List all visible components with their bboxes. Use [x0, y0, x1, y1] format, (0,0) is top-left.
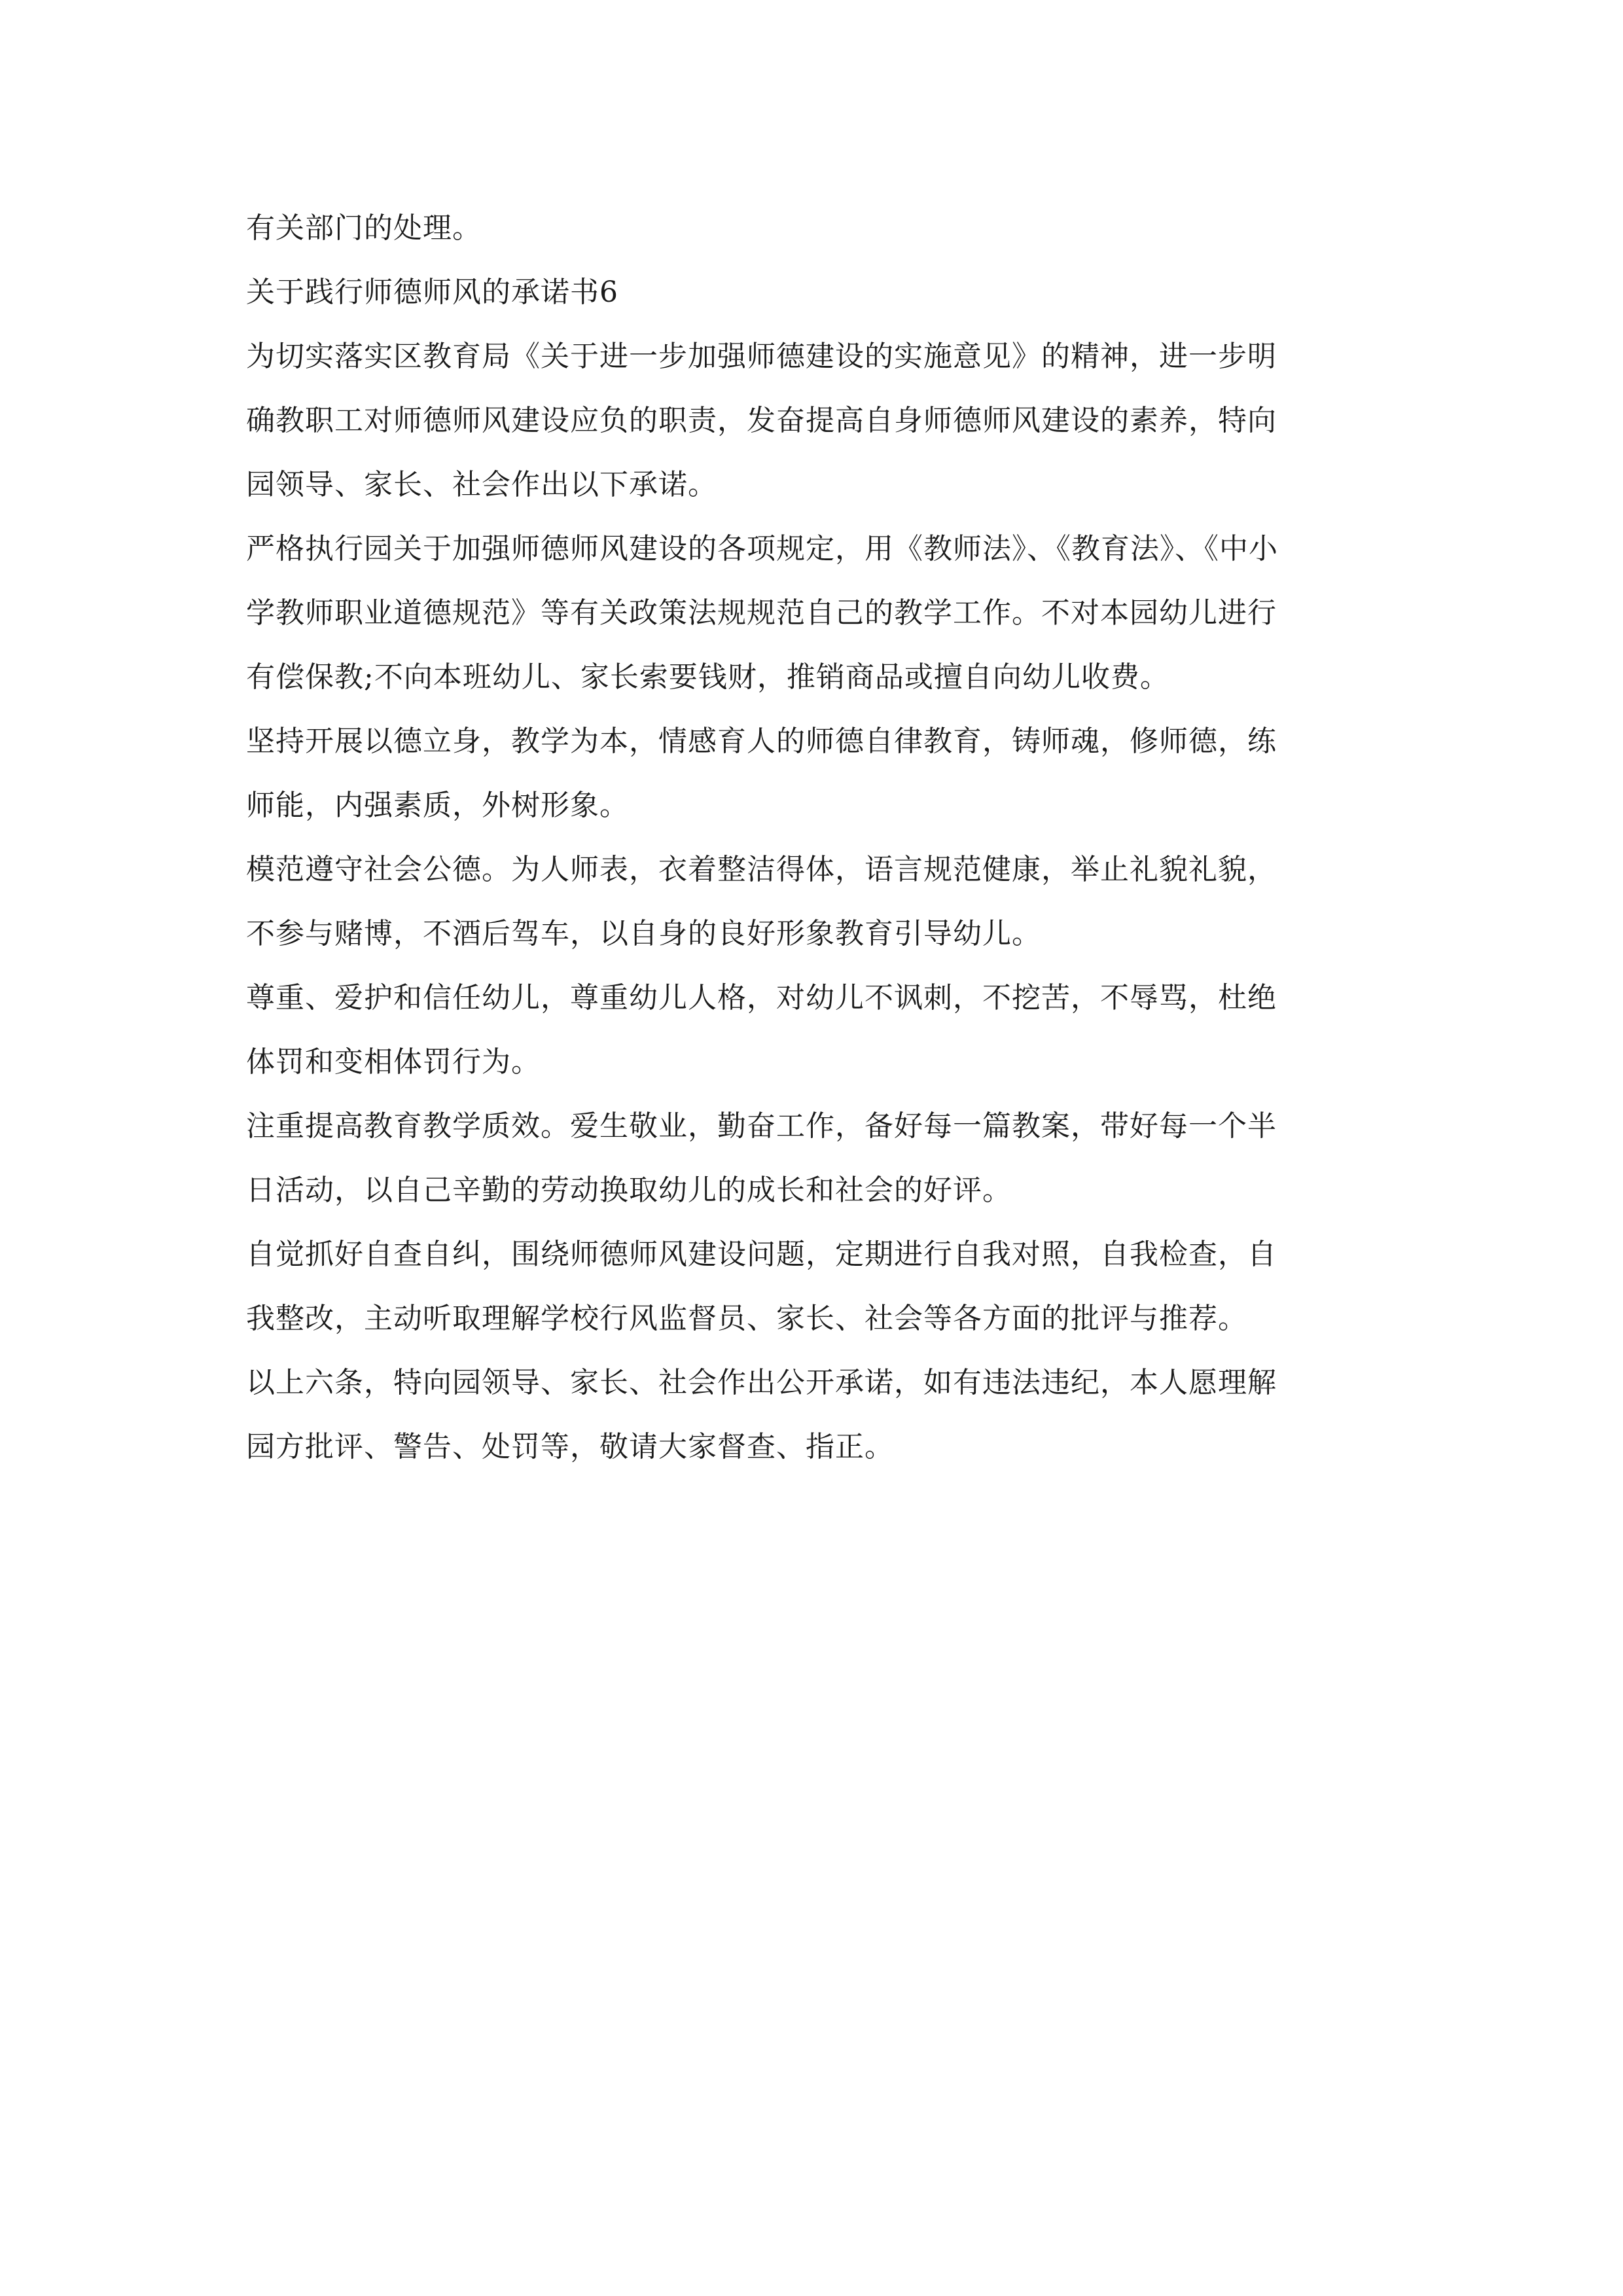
section-heading: 关于践行师德师风的承诺书6 [246, 276, 618, 309]
text-line: 园领导、家长、社会作出以下承诺。 [246, 468, 717, 501]
text-line: 坚持开展以德立身，教学为本，情感育人的师德自律教育，铸师魂，修师德，练 [246, 725, 1277, 758]
text-line: 为切实落实区教育局《关于进一步加强师德建设的实施意见》的精神，进一步明 [246, 340, 1277, 373]
text-line: 我整改，主动听取理解学校行风监督员、家长、社会等各方面的批评与推荐。 [246, 1302, 1247, 1335]
text-line: 学教师职业道德规范》等有关政策法规规范自己的教学工作。不对本园幼儿进行 [246, 596, 1277, 630]
text-line: 体罚和变相体罚行为。 [246, 1045, 541, 1079]
text-line: 尊重、爱护和信任幼儿，尊重幼儿人格，对幼儿不讽刺，不挖苦，不辱骂，杜绝 [246, 981, 1277, 1014]
text-line: 严格执行园关于加强师德师风建设的各项规定，用《教师法》、《教育法》、《中小 [246, 532, 1278, 565]
text-line: 园方批评、警告、处罚等，敬请大家督查、指正。 [246, 1430, 894, 1463]
text-line: 确教职工对师德师风建设应负的职责，发奋提高自身师德师风建设的素养，特向 [246, 404, 1277, 437]
text-line: 不参与赌博，不酒后驾车，以自身的良好形象教育引导幼儿。 [246, 917, 1041, 950]
text-line: 师能，内强素质，外树形象。 [246, 789, 629, 822]
text-line: 有关部门的处理。 [246, 211, 482, 245]
text-line: 有偿保教;不向本班幼儿、家长索要钱财，推销商品或擅自向幼儿收费。 [246, 660, 1169, 694]
text-line: 模范遵守社会公德。为人师表，衣着整洁得体，语言规范健康，举止礼貌礼貌， [246, 853, 1277, 886]
text-line: 自觉抓好自查自纠，围绕师德师风建设问题，定期进行自我对照，自我检查，自 [246, 1238, 1277, 1271]
document-body [246, 196, 1388, 1479]
text-line: 注重提高教育教学质效。爱生敬业，勤奋工作，备好每一篇教案，带好每一个半 [246, 1109, 1277, 1143]
text-line: 日活动，以自己辛勤的劳动换取幼儿的成长和社会的好评。 [246, 1174, 1012, 1207]
text-line: 以上六条，特向园领导、家长、社会作出公开承诺，如有违法违纪，本人愿理解 [246, 1366, 1277, 1399]
